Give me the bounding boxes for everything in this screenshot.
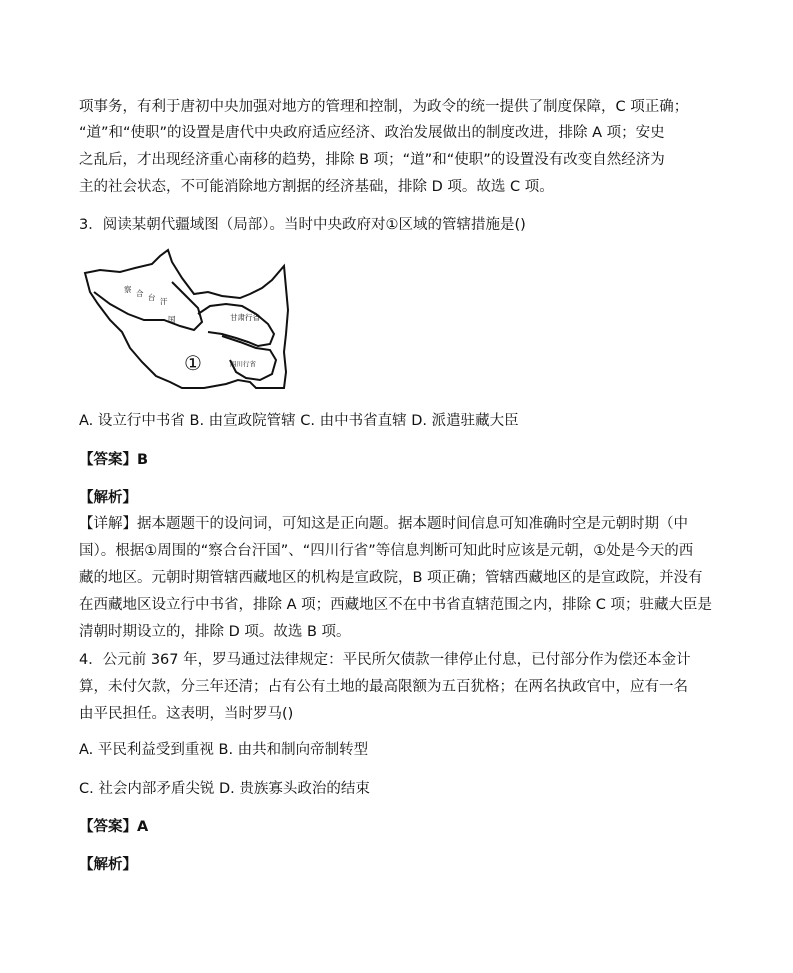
text-line: 国）。根据①周围的“察合台汗国”、“四川行省”等信息判断可知此时应该是元朝，①处是今天的西 xyxy=(79,543,694,559)
map-label: 国 xyxy=(168,315,176,324)
map-label-gansu: 甘肃行省 xyxy=(230,313,260,322)
territory-map xyxy=(80,248,292,390)
text-line: 在西藏地区设立行中书省，排除 A 项；西藏地区不在中书省直辖范围之内，排除 C 项；驻藏大臣是 xyxy=(79,597,712,613)
text-line: 之乱后，才出现经济重心南移的趋势，排除 B 项；“道”和“使职”的设置没有改变自然经济为 xyxy=(79,152,665,168)
chagatai-border xyxy=(94,282,202,330)
text-line: 【详解】据本题题干的设问词，可知这是正向题。据本题时间信息可知准确时空是元朝时期（中 xyxy=(79,516,688,532)
region-marker: ① xyxy=(184,351,202,375)
answer-label: 【答案】B xyxy=(79,452,149,468)
question-4: 4．公元前 367 年，罗马通过法律规定：平民所欠债款一律停止付息，已付部分作为偿还本金计 xyxy=(79,652,691,668)
question-4-options: C. 社会内部矛盾尖锐 D. 贵族寡头政治的结束 xyxy=(79,781,370,797)
text-line: 藏的地区。元朝时期管辖西藏地区的机构是宣政院，B 项正确；管辖西藏地区的是宣政院，并没有 xyxy=(79,570,703,586)
map-label: 察 xyxy=(124,285,132,294)
text-line: 主的社会状态，不可能消除地方割据的经济基础，排除 D 项。故选 C 项。 xyxy=(79,179,554,195)
analysis-heading: 【解析】 xyxy=(79,490,137,506)
question-3: 3．阅读某朝代疆域图（局部）。当时中央政府对①区域的管辖措施是() xyxy=(79,217,526,233)
analysis-heading: 【解析】 xyxy=(79,857,137,873)
question-4: 由平民担任。这表明，当时罗马() xyxy=(79,706,294,722)
question-4: 算，未付欠款，分三年还清；占有公有土地的最高限额为五百犹格；在两名执政官中，应有一名 xyxy=(79,679,688,695)
question-4-options: A. 平民利益受到重视 B. 由共和制向帝制转型 xyxy=(79,742,369,758)
text-line: “道”和“使职”的设置是唐代中央政府适应经济、政治发展做出的制度改进，排除 A 项；安史 xyxy=(79,125,665,141)
map-label: 台 xyxy=(148,293,156,302)
text-line: 项事务，有利于唐初中央加强对地方的管理和控制，为政令的统一提供了制度保障，C 项正确； xyxy=(79,99,689,115)
text-line: 清朝时期设立的，排除 D 项。故选 B 项。 xyxy=(79,624,351,640)
answer-label: 【答案】A xyxy=(79,819,149,835)
map-label: 合 xyxy=(136,289,144,298)
map-label-sichuan: 四川行省 xyxy=(230,360,256,368)
question-3-options: A. 设立行中书省 B. 由宣政院管辖 C. 由中书省直辖 D. 派遣驻藏大臣 xyxy=(79,413,519,429)
map-label: 汗 xyxy=(160,297,168,306)
